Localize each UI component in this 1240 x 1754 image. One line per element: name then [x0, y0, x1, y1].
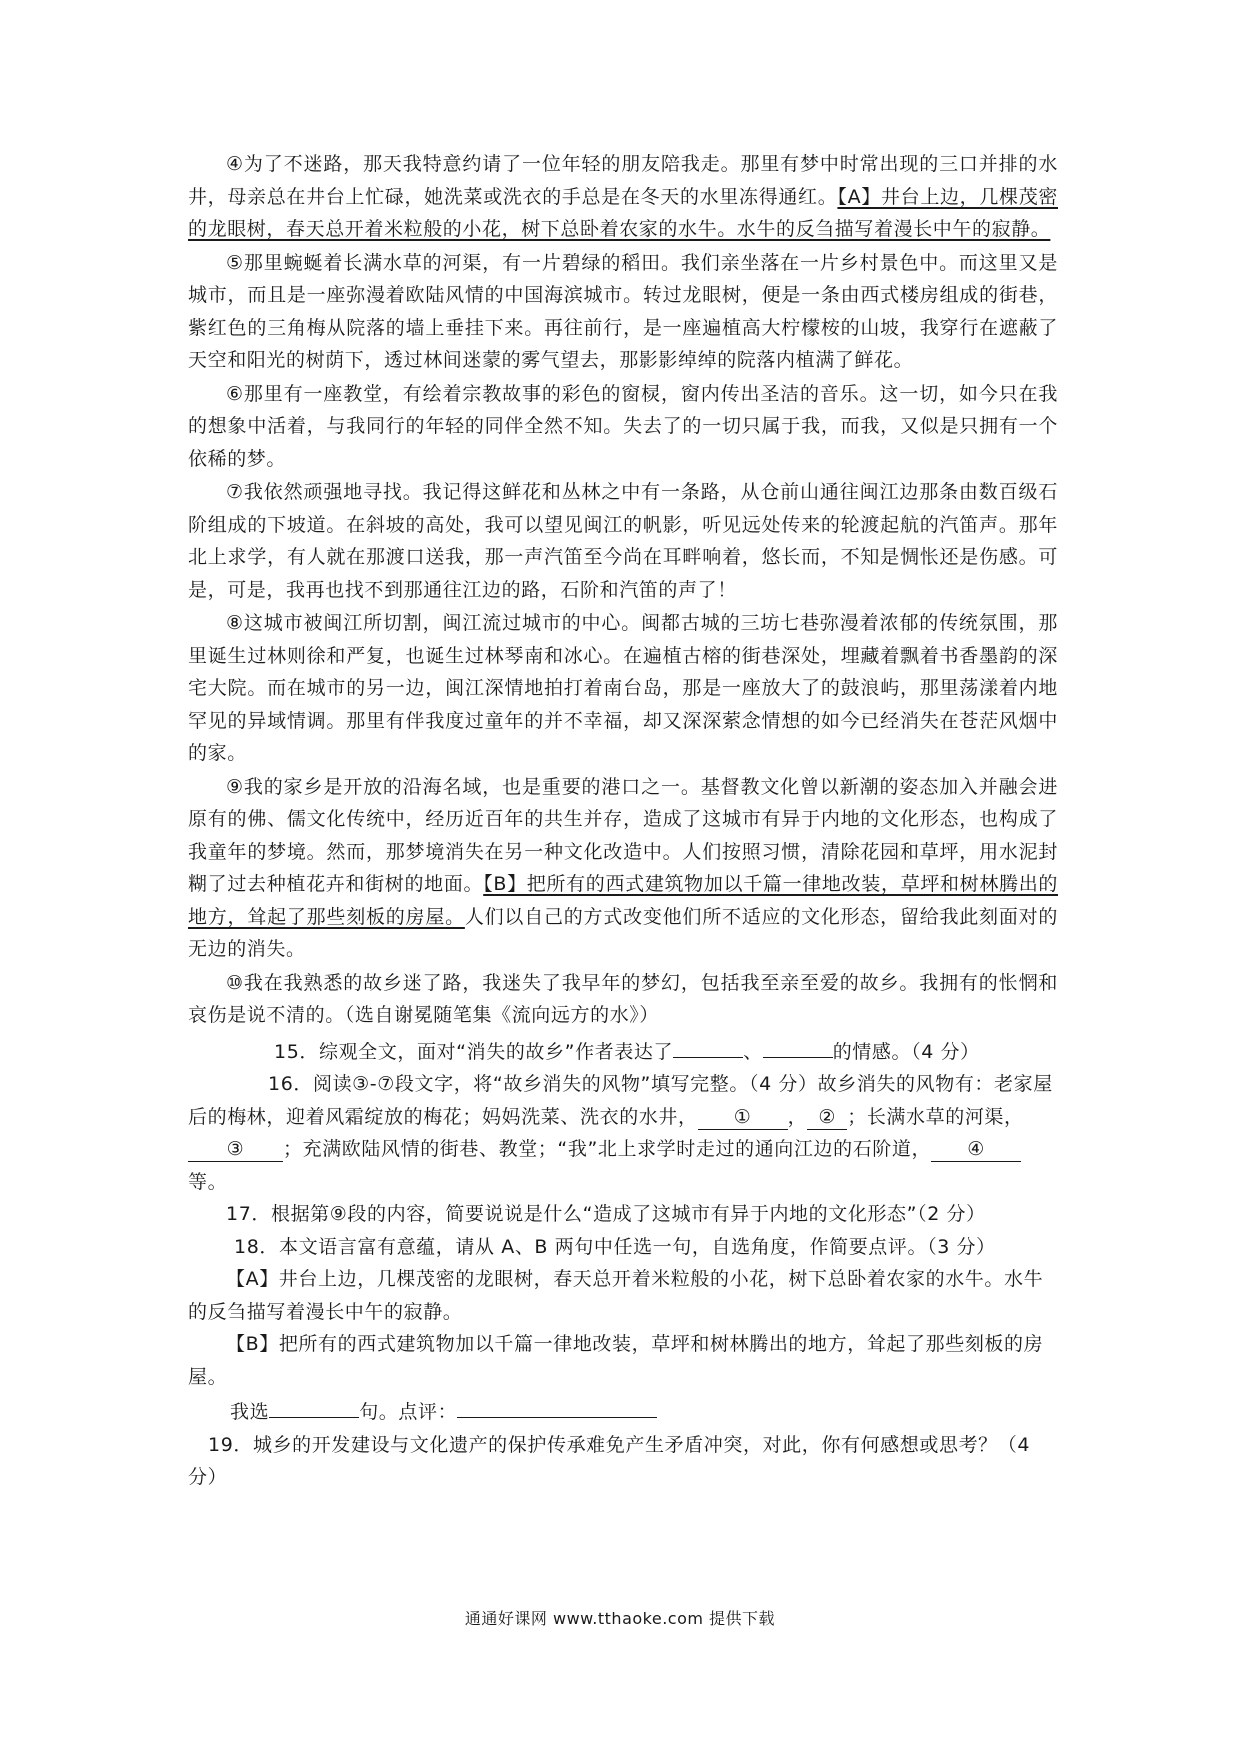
answer-blank-16-4[interactable]: ④ [931, 1137, 1021, 1162]
question-18-option-a: 【A】井台上边，几棵茂密的龙眼树，春天总开着米粒般的小花，树下总卧着农家的水牛。水牛的反刍描写着漫长中午的寂静。 [188, 1268, 1044, 1323]
paragraph-10: ⑩我在我熟悉的故乡迷了路，我迷失了我早年的梦幻，包括我至亲至爱的故乡。我拥有的怅惘和哀伤是说不清的。（选自谢冕随笔集《流向远方的水》） [188, 971, 1058, 1026]
paragraph-6: ⑥那里有一座教堂，有绘着宗教故事的彩色的窗棂，窗内传出圣洁的音乐。这一切，如今只在我的想象中活着，与我同行的年轻的同伴全然不知。失去了的一切只属于我，而我，又似是只拥有一个依稀的梦。 [188, 382, 1058, 470]
answer-blank-18-choice[interactable] [269, 1393, 359, 1418]
paragraph-4 [188, 148, 1058, 246]
question-15-tail: 的情感。（4 分） [832, 1040, 980, 1063]
paragraph-9 [188, 771, 1058, 966]
question-16-part-c: ；充满欧陆风情的街巷、教堂；“我”北上求学时走过的通向江边的石阶道， [283, 1138, 932, 1160]
reading-passage [188, 148, 1058, 1494]
paragraph-8: ⑧这城市被闽江所切割，闽江流过城市的中心。闽都古城的三坊七巷弥漫着浓郁的传统氛围，那里诞生过林则徐和严复，也诞生过林琴南和冰心。在遍植古榕的街巷深处，埋藏着飘着书香墨韵的深宅大院。而在城市的另一边，闽江深情地拍打着南台岛，那是一座放大了的鼓浪屿，那里荡漾着内地罕见的异域情调。那里有伴我度过童年的并不幸福，却又深深萦念情想的如今已经消失在苍茫风烟中的家。 [188, 612, 1058, 764]
question-16-part-b: ；长满水草的河渠， [847, 1105, 1024, 1128]
question-18: 18．本文语言富有意蕴，请从 A、B 两句中任选一句，自选角度，作简要点评。（3 分） [234, 1235, 996, 1258]
paragraph-9-end: 人们以自己的方式改变他们所不适应的文化形态，留给我此刻面对的无边的消失。 [188, 905, 1058, 960]
answer-blank-16-3[interactable]: ③ [188, 1137, 283, 1162]
answer-blank-16-1[interactable]: ① [698, 1105, 788, 1130]
paragraph-7: ⑦我依然顽强地寻找。我记得这鲜花和丛林之中有一条路，从仓前山通往闽江边那条由数百级石阶组成的下坡道。在斜坡的高处，我可以望见闽江的帆影，听见远处传来的轮渡起航的汽笛声。那年北上求学，有人就在那渡口送我，那一声汽笛至今尚在耳畔响着，悠长而，不知是惆怅还是伤感。可是，可是，我再也找不到那通往江边的路，石阶和汽笛的声了！ [188, 481, 1058, 601]
question-16-end: 等。 [188, 1170, 228, 1193]
question-18-option-b: 【B】把所有的西式建筑物加以千篇一律地改装，草坪和树林腾出的地方，耸起了那些刻板的房屋。 [188, 1333, 1044, 1388]
question-16-comma: ， [787, 1105, 808, 1128]
question-15 [188, 1033, 1058, 1069]
answer-blank-16-2[interactable]: ② [807, 1105, 847, 1130]
paragraph-4-text: ④为了不迷路，那天我特意约请了一位年轻的朋友陪我走。那里有梦中时常出现的三口并排的水井，母亲总在井台上忙碌，她洗菜或洗衣的手总是在冬天的水里冻得通红。 [188, 153, 1058, 208]
question-18-answer-line [188, 1393, 1058, 1429]
question-16 [188, 1068, 1058, 1198]
choose-label: 我选 [230, 1401, 270, 1423]
sentence-a-underlined: 【A】井台上边，几棵茂密的龙眼树，春天总开着米粒般的小花，树下总卧着农家的水牛。水牛的反刍描写着漫长中午的寂静。 [188, 185, 1058, 240]
sentence-b-underlined: 【B】把所有的西式建筑物加以千篇一律地改装，草坪和树林腾出的地方，耸起了那些刻板的房屋。 [188, 873, 1058, 928]
question-15-stem: 15．综观全文，面对“消失的故乡”作者表达了 [274, 1040, 674, 1063]
answer-blank-18-comment[interactable] [457, 1393, 657, 1418]
question-15-separator: 、 [743, 1040, 763, 1063]
question-19: 19．城乡的开发建设与文化遗产的保护传承难免产生矛盾冲突，对此，你有何感想或思考？（4 分） [188, 1433, 1031, 1488]
question-17: 17．根据第⑨段的内容，简要说说是什么“造成了这城市有异于内地的文化形态”（2 分） [226, 1203, 986, 1225]
answer-blank-15-2[interactable] [763, 1033, 833, 1058]
paragraph-9-text: ⑨我的家乡是开放的沿海名域，也是重要的港口之一。基督教文化曾以新潮的姿态加入并融会进原有的佛、儒文化传统中，经历近百年的共生并存，造成了这城市有异于内地的文化形态，也构成了我童年的梦境。然而，那梦境消失在另一种文化改造中。人们按照习惯，清除花园和草坪，用水泥封糊了过去种植花卉和街树的地面。 [188, 775, 1058, 895]
page-footer: 通通好课网 www.tthaoke.com 提供下载 [464, 1609, 776, 1628]
answer-blank-15-1[interactable] [673, 1033, 743, 1058]
paragraph-5: ⑤那里蜿蜒着长满水草的河渠，有一片碧绿的稻田。我们亲坐落在一片乡村景色中。而这里又是城市，而且是一座弥漫着欧陆风情的中国海滨城市。转过龙眼树，便是一条由西式楼房组成的街巷，紫红色的三角梅从院落的墙上垂挂下来。再往前行，是一座遍植高大柠檬桉的山坡，我穿行在遮蔽了天空和阳光的树荫下，透过林间迷蒙的雾气望去，那影影绰绰的院落内植满了鲜花。 [188, 251, 1058, 371]
comment-label: 句。点评： [359, 1401, 458, 1423]
question-16-stem: 16．阅读③-⑦段文字，将“故乡消失的风物”填写完整。（4 分）故乡消失的风物有：老家屋后的梅林，迎着风霜绽放的梅花；妈妈洗菜、洗衣的水井， [188, 1073, 1053, 1128]
